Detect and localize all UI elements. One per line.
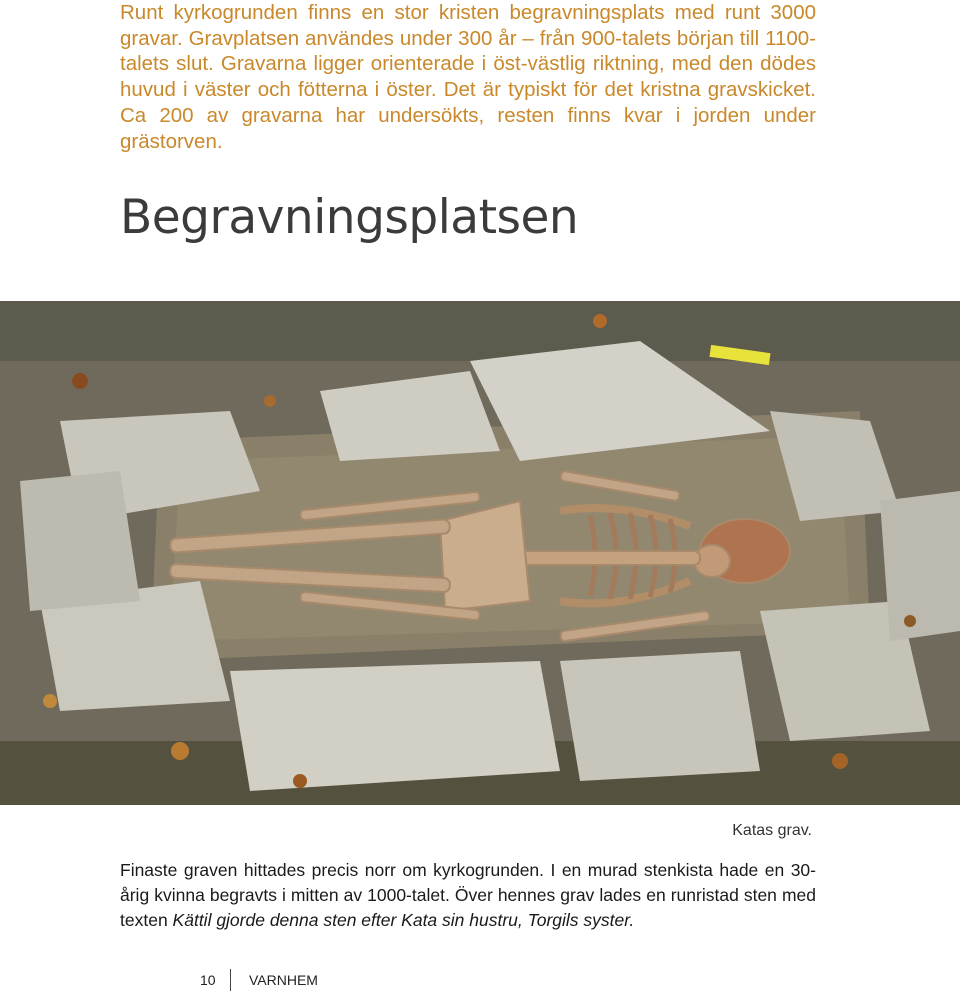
runic-inscription-quote: Kättil gjorde denna sten efter Kata sin hustru, Torgils syster. bbox=[172, 910, 635, 930]
body-text-plain: Finaste graven hittades precis norr om kyrkogrunden. I en murad stenkista hade en 30-årig kvinna begravts i mitten av 1000-talet. Över hennes grav lades en runristad sten med texten bbox=[120, 860, 816, 930]
photo-caption: Katas grav. bbox=[732, 822, 812, 839]
footer-divider bbox=[230, 969, 231, 991]
page-footer bbox=[200, 968, 318, 992]
footer-section-title: VARNHEM bbox=[249, 972, 318, 988]
page-number: 10 bbox=[200, 972, 216, 988]
section-heading: Begravningsplatsen bbox=[120, 190, 579, 245]
grave-photo bbox=[0, 301, 960, 805]
body-paragraph bbox=[120, 858, 816, 933]
intro-paragraph: Runt kyrkogrunden finns en stor kristen begravningsplats med runt 3000 gravar. Gravplatsen användes under 300 år – från 900-talets början till 1100-talets slut. Gravarna ligger orienterade i öst-västlig riktning, med den dödes huvud i väster och fötterna i öster. Det är typiskt för det kristna gravskicket. Ca 200 av gravarna har undersökts, resten finns kvar i jorden under grästorven. bbox=[120, 1, 816, 153]
